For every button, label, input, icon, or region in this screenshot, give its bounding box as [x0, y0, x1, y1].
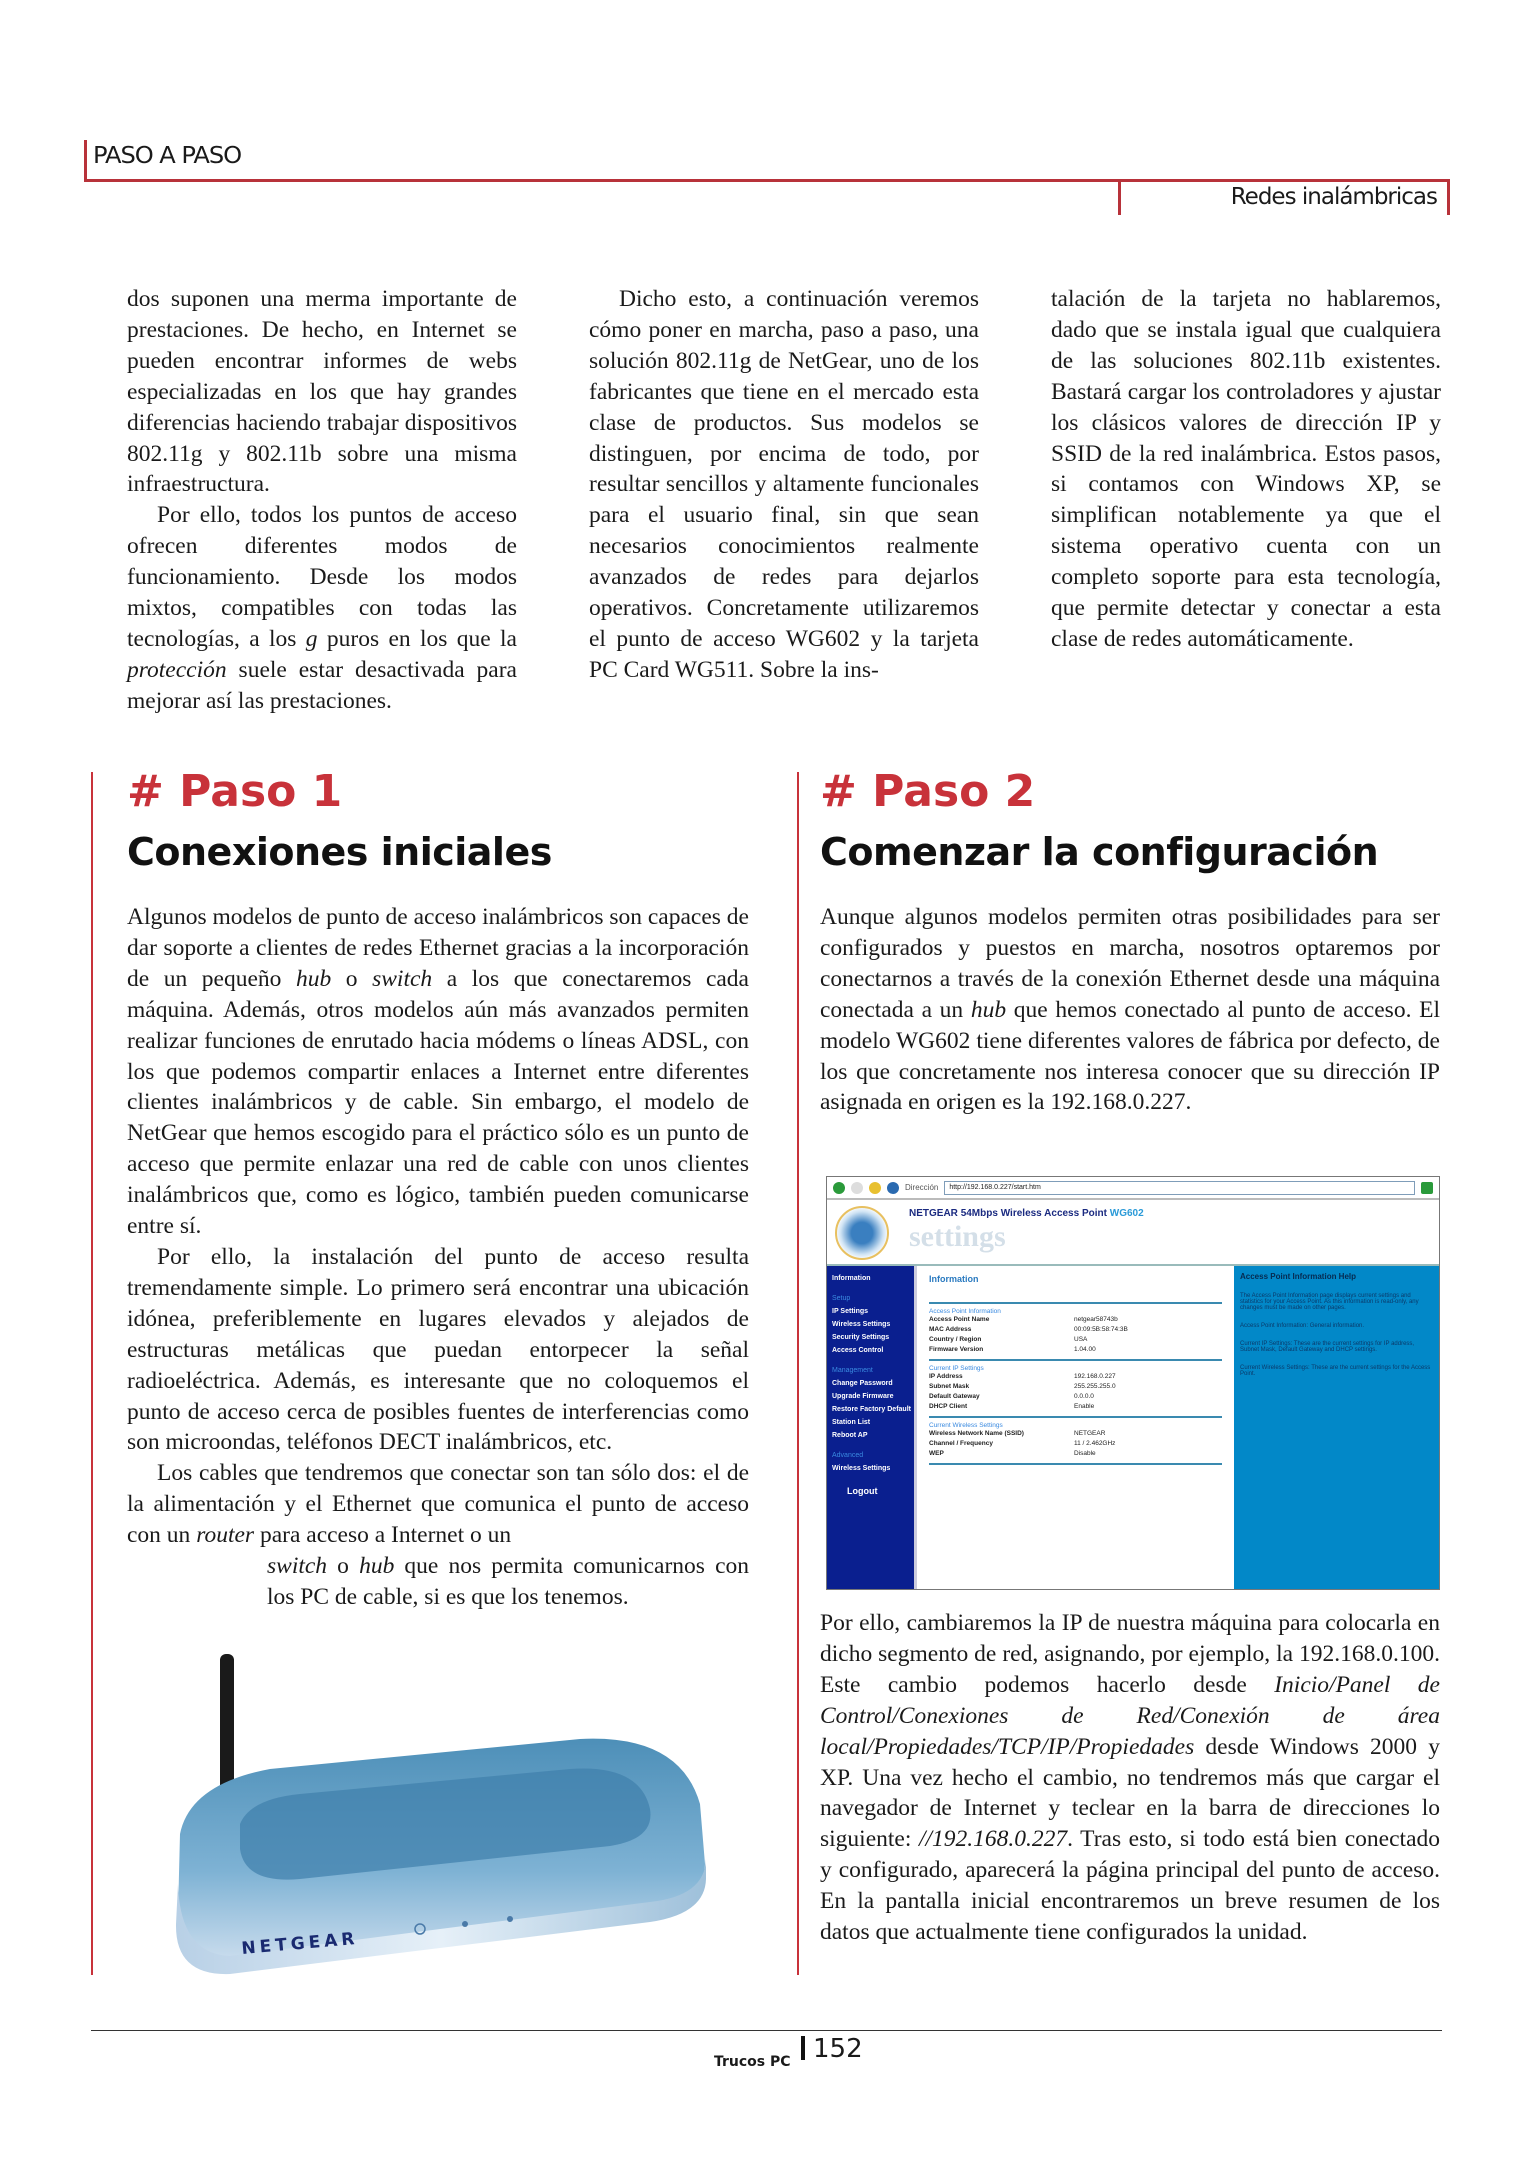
info-value: 11 / 2.462GHz	[1074, 1440, 1116, 1447]
italic-text: switch	[372, 965, 433, 992]
model: WG602	[1109, 1208, 1144, 1219]
help-text: The Access Point Information page displays current settings and statistics for your Access Point. As this information is read-only, any changes must be made on other pages.	[1240, 1293, 1419, 1311]
footer-divider	[801, 2036, 805, 2060]
nav-section: Setup	[832, 1295, 851, 1302]
info-label: Channel / Frequency	[929, 1440, 993, 1447]
section-divider	[797, 772, 799, 1975]
info-label: Access Point Name	[929, 1316, 990, 1323]
text-run: . Tras esto, si todo está bien conectado y configurado, aparecerá la página principal del punto de acceso. En la pantalla inicial encontraremos un breve resumen de los datos que actualmente tiene configurados la unidad.	[820, 1826, 1440, 1946]
info-row	[929, 1449, 1222, 1459]
address-bar: http://192.168.0.227/start.htm	[944, 1181, 1415, 1195]
info-row	[929, 1325, 1222, 1335]
nav-section: Management	[832, 1367, 873, 1374]
router-photo	[150, 1634, 730, 1979]
text-run: Algunos modelos de punto de acceso inalámbricos son capaces de dar soporte a clientes de redes Ethernet gracias a la incorporación de un pequeño	[127, 904, 749, 992]
section-divider	[91, 772, 93, 1975]
help-panel	[1234, 1266, 1439, 1589]
settings-title: settings	[909, 1220, 1006, 1253]
topic-box	[1118, 182, 1450, 215]
text-run: talación de la tarjeta no hablaremos, dado que se instala igual que cualquiera de las soluciones 802.11b existentes. Bastará cargar los controladores y ajustar los clásicos valores de dirección IP y SSID de la red inalámbrica. Estos pasos, si contamos con Windows XP, se simplifican notablemente ya que el sistema operativo cuenta con un completo soporte para esta tecnología, que permite detectar y conectar a esta clase de redes automáticamente.	[1051, 286, 1441, 652]
step2-body-continued	[820, 1608, 1440, 1948]
step-title: Conexiones iniciales	[127, 830, 552, 874]
info-label: IP Address	[929, 1373, 963, 1380]
text-run: para acceso a Internet o un	[254, 1522, 512, 1549]
info-value: 0.0.0.0	[1074, 1393, 1094, 1400]
nav-link[interactable]: Information	[832, 1275, 871, 1282]
brand: NETGEAR	[909, 1208, 958, 1219]
paragraph	[127, 284, 517, 500]
page-number: 152	[813, 2034, 863, 2064]
info-title: Information	[929, 1274, 979, 1284]
text-run: Por ello, todos los puntos de acceso ofrecen diferentes modos de funcionamiento. Desde los modos mixtos, compatibles con todas las tecnologías, a los	[127, 502, 517, 652]
step1-body-tail	[267, 1551, 749, 1613]
section-rule	[929, 1463, 1222, 1469]
nav-link[interactable]: Change Password	[832, 1380, 893, 1387]
help-text: Current Wireless Settings: These are the current settings for the Access Point.	[1240, 1365, 1431, 1377]
product: Wireless Access Point	[1000, 1208, 1107, 1219]
text-run: Por ello, la instalación del punto de acceso resulta tremendamente simple. Lo primero será encontrar una ubicación idónea, preferiblemente en lugares elevados y alejados de estructuras metálicas que puedan entorpecer la señal radioeléctrica. Además, es interesante que no coloquemos el punto de acceso cerca de posibles fuentes de interferencias como son microondas, teléfonos DECT inalámbricos, etc.	[127, 1243, 749, 1456]
paragraph	[820, 1608, 1440, 1948]
text-run: desde Windows 2000 y XP. Una vez hecho el cambio, no tendremos más que cargar el navegador de Internet y teclear en la barra de direcciones lo siguiente:	[820, 1733, 1440, 1853]
step-number: # Paso 2	[820, 766, 1036, 817]
info-row	[929, 1315, 1222, 1325]
paragraph	[820, 902, 1440, 1118]
italic-text: //192.168.0.227	[918, 1826, 1068, 1853]
text-run: puros en los que la	[317, 625, 517, 652]
nav-link[interactable]: IP Settings	[832, 1308, 869, 1315]
italic-text: router	[196, 1522, 255, 1549]
intro-column-1	[127, 284, 517, 717]
help-text: Access Point Information: General information.	[1240, 1323, 1365, 1329]
header-rule	[84, 140, 1450, 182]
intro-column-2	[589, 284, 979, 686]
info-value: 00:09:5B:58:74:3B	[1074, 1326, 1128, 1333]
paragraph	[127, 902, 749, 1242]
paragraph	[1051, 284, 1441, 655]
browser-toolbar	[827, 1177, 1439, 1200]
info-label: Subnet Mask	[929, 1383, 970, 1390]
info-row	[929, 1382, 1222, 1392]
logout-link[interactable]: Logout	[847, 1486, 878, 1496]
paragraph	[127, 1242, 749, 1458]
text-run: suele estar desactivada para mejorar así las prestaciones.	[127, 656, 517, 714]
info-section-title: Access Point Information	[929, 1302, 1222, 1315]
section-label: PASO A PASO	[93, 143, 242, 169]
info-label: Wireless Network Name (SSID)	[929, 1430, 1024, 1437]
help-text: Current IP Settings: These are the current settings for IP address, Subnet Mask, Default Gateway and DHCP settings.	[1240, 1341, 1415, 1353]
text-run: que hemos conectado al punto de acceso. El modelo WG602 tiene diferentes valores de fábrica por defecto, de los que concretamente nos interesa conocer que su dirección IP asignada en origen es la 192.168.0.227.	[820, 996, 1440, 1116]
settings-nav	[827, 1266, 914, 1589]
info-label: Country / Region	[929, 1336, 982, 1343]
topic-label: Redes inalámbricas	[1230, 184, 1437, 210]
nav-link[interactable]: Upgrade Firmware	[832, 1393, 894, 1400]
info-label: Firmware Version	[929, 1346, 984, 1353]
info-row	[929, 1345, 1222, 1355]
footer-rule	[91, 2030, 1442, 2031]
step-number: # Paso 1	[127, 766, 343, 817]
step1-body	[127, 902, 749, 1551]
back-icon	[833, 1182, 845, 1194]
info-value: Disable	[1074, 1450, 1096, 1457]
nav-link[interactable]: Restore Factory Default	[832, 1406, 911, 1413]
info-row	[929, 1439, 1222, 1449]
nav-link[interactable]: Reboot AP	[832, 1432, 868, 1439]
info-section-title: Current Wireless Settings	[929, 1416, 1222, 1429]
text-run: a los que conectaremos cada máquina. Además, otros modelos aún más avanzados permiten realizar funciones de enrutado hacia módems o líneas ADSL, con los que podemos compartir enlaces a Internet entre diferentes clientes inalámbricos y de cable. Sin embargo, el modelo de NetGear que hemos escogido para el práctico sólo es un punto de acceso que permite enlazar una red de cable con unos clientes inalámbricos que, como es lógico, también pueden comunicarse entre sí.	[127, 965, 749, 1240]
router-logo: NETGEAR	[240, 1928, 360, 1959]
text-run: Los cables que tendremos que conectar son tan sólo dos: el de la alimentación y el Ethernet que comunica el punto de acceso con un	[127, 1460, 749, 1549]
italic-text: switch	[267, 1553, 328, 1579]
browser-screenshot	[826, 1176, 1440, 1590]
paragraph	[127, 1458, 749, 1551]
info-row	[929, 1402, 1222, 1412]
step2-body	[820, 902, 1440, 1118]
go-icon	[1421, 1182, 1433, 1194]
info-row	[929, 1392, 1222, 1402]
info-value: NETGEAR	[1074, 1430, 1106, 1437]
italic-text: protección	[127, 656, 227, 683]
help-title: Access Point Information Help	[1240, 1272, 1357, 1281]
info-label: MAC Address	[929, 1326, 972, 1333]
speed: 54Mbps	[960, 1208, 998, 1219]
italic-text: hub	[970, 996, 1007, 1023]
globe-icon	[887, 1182, 899, 1194]
nav-link[interactable]: Station List	[832, 1419, 871, 1426]
nav-section: Advanced	[832, 1452, 864, 1459]
text-run: o	[327, 1553, 360, 1579]
magazine-name: Trucos PC	[714, 2054, 791, 2070]
intro-column-3	[1051, 284, 1441, 655]
favorites-icon	[869, 1182, 881, 1194]
step-title: Comenzar la configuración	[820, 830, 1379, 874]
info-row	[929, 1372, 1222, 1382]
info-value: 1.04.00	[1074, 1346, 1096, 1353]
page-header	[827, 1200, 1439, 1266]
text-run: Aunque algunos modelos permiten otras posibilidades para ser configurados y puestos en marcha, nosotros optaremos por conectarnos a través de la conexión Ethernet desde una máquina conectada a un	[820, 904, 1440, 1023]
nav-link[interactable]: Access Control	[832, 1347, 884, 1354]
paragraph	[127, 500, 517, 716]
address-label: Dirección	[905, 1183, 939, 1192]
info-value: Enable	[1074, 1403, 1095, 1410]
nav-link[interactable]: Wireless Settings	[832, 1465, 891, 1472]
paragraph	[589, 284, 979, 686]
nav-link[interactable]: Wireless Settings	[832, 1321, 891, 1328]
forward-icon	[851, 1182, 863, 1194]
product-title	[909, 1208, 1144, 1219]
info-label: DHCP Client	[929, 1403, 968, 1410]
nav-link[interactable]: Security Settings	[832, 1334, 890, 1341]
info-panel	[914, 1266, 1234, 1589]
info-value: 255.255.255.0	[1074, 1383, 1116, 1390]
info-section-title: Current IP Settings	[929, 1359, 1222, 1372]
info-row	[929, 1429, 1222, 1439]
italic-text: hub	[295, 965, 332, 992]
info-row	[929, 1335, 1222, 1345]
info-label: WEP	[929, 1450, 944, 1457]
text-run: Dicho esto, a continuación veremos cómo poner en marcha, paso a paso, una solución 802.11g de NetGear, uno de los fabricantes que tiene en el mercado esta clase de productos. Sus modelos se distinguen, por encima de todo, por resultar sencillos y altamente funcionales para el usuario final, sin que sean necesarios conocimientos realmente avanzados de redes para dejarlos operativos. Concretamente utilizaremos el punto de acceso WG602 y la tarjeta PC Card WG511. Sobre la ins-	[589, 286, 979, 683]
italic-text: g	[305, 625, 318, 652]
text-run: o	[331, 965, 373, 992]
info-label: Default Gateway	[929, 1393, 980, 1400]
italic-text: hub	[359, 1553, 395, 1579]
text-run: que nos permita comunicarnos con los PC de cable, si es que los tenemos.	[267, 1553, 750, 1610]
info-value: USA	[1074, 1336, 1088, 1343]
italic-text: Inicio/Panel de Control/Conexiones de Red/Conexión de área local/Propiedades/TCP/IP/Propiedades	[820, 1671, 1440, 1760]
text-run: Por ello, cambiaremos la IP de nuestra máquina para colocarla en dicho segmento de red, asignando, por ejemplo, la 192.168.0.100. Este cambio podemos hacerlo desde	[820, 1610, 1440, 1698]
info-value: netgear58743b	[1074, 1316, 1118, 1323]
info-value: 192.168.0.227	[1074, 1373, 1116, 1380]
netgear-logo-icon	[835, 1206, 889, 1260]
text-run: dos suponen una merma importante de prestaciones. De hecho, en Internet se pueden encontrar informes de webs especializadas en los que hay grandes diferencias haciendo trabajar dispositivos 802.11g y 802.11b sobre una misma infraestructura.	[127, 286, 517, 498]
